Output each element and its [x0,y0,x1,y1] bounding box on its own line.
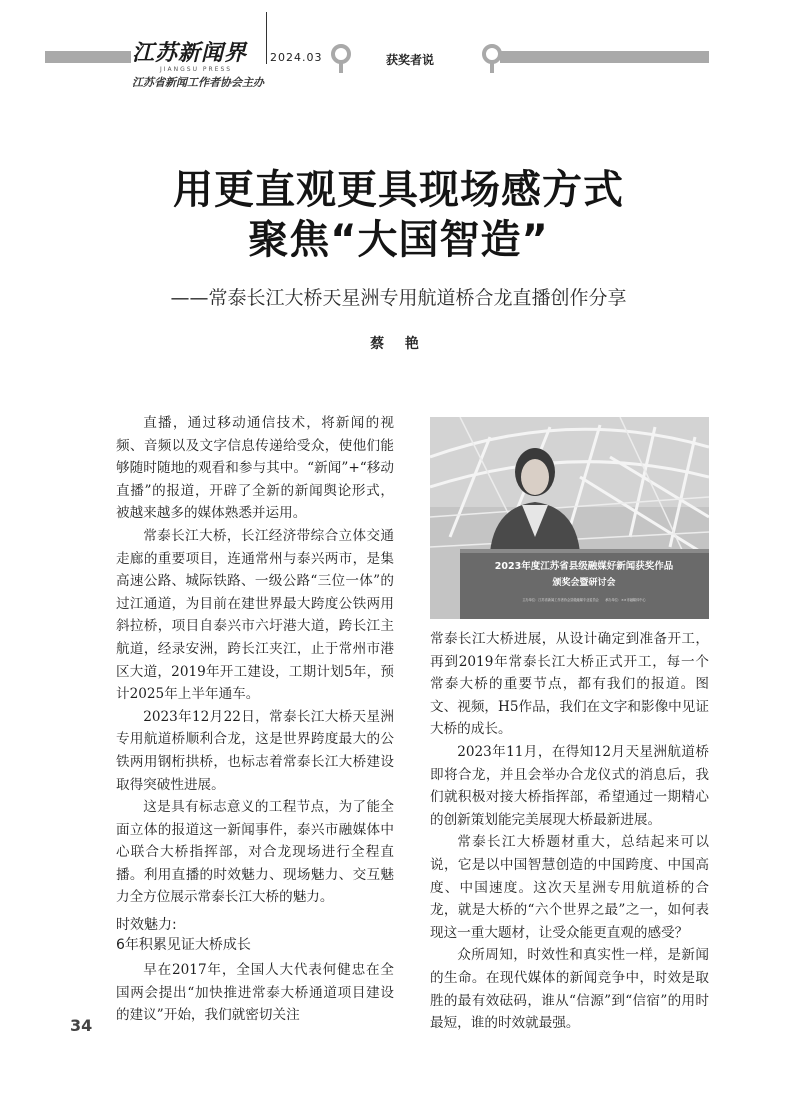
article-subtitle: ——常泰长江大桥天星洲专用航道桥合龙直播创作分享 [170,287,627,309]
banner-text-line1: 2023年度江苏省县级融媒好新闻获奖作品 [494,561,674,572]
masthead-name: 江苏新闻界 [132,41,248,66]
issue-number: 2024.03 [270,51,323,64]
section-heading-line2: 6年积累见证大桥成长 [116,937,251,954]
page-number: 34 [70,1016,93,1035]
paragraph: 直播，通过移动通信技术，将新闻的视频、音频以及文字信息传递给受众，使他们能够随时随地的观看和参与其中。“新闻”+“移动直播”的报道，开辟了全新的新闻舆论形式，被越来越多的媒体熟悉并运用。 [116,415,394,522]
paragraph: 2023年11月，在得知12月天星洲航道桥即将合龙，并且会举办合龙仪式的消息后，我们就积极对接大桥指挥部，希望通过一期精心的创新策划能完美展现大桥最新进展。 [430,743,709,828]
header-bar-right [500,51,709,63]
pin-icon [330,44,352,78]
paragraph: 众所周知，时效性和真实性一样，是新闻的生命。在现代媒体的新闻竞争中，时效是取胜的最有效砝码，谁从“信源”到“信宿”的用时最短，谁的时效就最强。 [430,947,709,1032]
paragraph: 早在2017年，全国人大代表何健忠在全国两会提出“加快推进常泰大桥通道项目建设的建议”开始，我们就密切关注 [116,962,394,1024]
banner-text-line2: 颁奖会暨研讨会 [552,578,616,588]
paragraph: 2023年12月22日，常泰长江大桥天星洲专用航道桥顺利合龙，这是世界跨度最大的公铁两用钢桁拱桥，也标志着常泰长江大桥建设取得突破性进展。 [116,708,394,793]
header-divider [266,12,267,64]
masthead-publisher: 江苏省新闻工作者协会主办 [132,76,264,89]
section-heading [116,915,394,955]
paragraph: 常泰长江大桥，长江经济带综合立体交通走廊的重要项目，连通常州与泰兴两市，是集高速公路、城际铁路、一级公路“三位一体”的过江通道，为目前在建世界最大跨度公铁两用斜拉桥，项目自泰兴市六圩港大道，跨长江主航道，经录安洲，跨长江夹江，止于常州市港区大道，2019年开工建设，工期计划5年，预计2025年上半年通车。 [116,527,394,703]
paragraph: 常泰长江大桥题材重大，总结起来可以说，它是以中国智慧创造的中国跨度、中国高度、中国速度。这次天星洲专用航道桥的合龙，就是大桥的“六个世界之最”之一，如何表现这一重大题材，让受众能更直观的感受？ [430,834,709,941]
author-byline: 蔡 艳 [370,336,427,352]
masthead-pinyin: JIANGSU PRESS [160,66,233,73]
paragraph: 这是具有标志意义的工程节点，为了能全面立体的报道这一新闻事件，泰兴市融媒体中心联合大桥指挥部，对合龙现场进行全程直播。利用直播的时效魅力、现场魅力、交互魅力全方位展示常泰长江大桥的魅力。 [116,799,394,906]
masthead [132,36,247,67]
event-photo [430,417,709,619]
article-title-line2: 聚焦“大国智造” [248,217,549,263]
section-label: 获奖者说 [386,53,435,67]
right-column [430,628,709,1033]
header-bar-left [45,51,131,63]
article-title-line1: 用更直观更具现场感方式 [173,167,624,213]
pin-icon [481,44,503,78]
banner-text-line3: 主办单位：江苏省新闻工作者协会县级融媒专业委员会 承办单位：××市融媒体中心 [522,598,646,602]
event-photo-illustration [430,417,709,619]
section-heading-line1: 时效魅力: [116,917,177,934]
paragraph: 常泰长江大桥进展，从设计确定到准备开工，再到2019年常泰长江大桥正式开工，每一个常泰大桥的重要节点，都有我们的报道。图文、视频，H5作品，我们在文字和影像中见证大桥的成长。 [430,631,709,738]
left-column [116,412,394,1042]
